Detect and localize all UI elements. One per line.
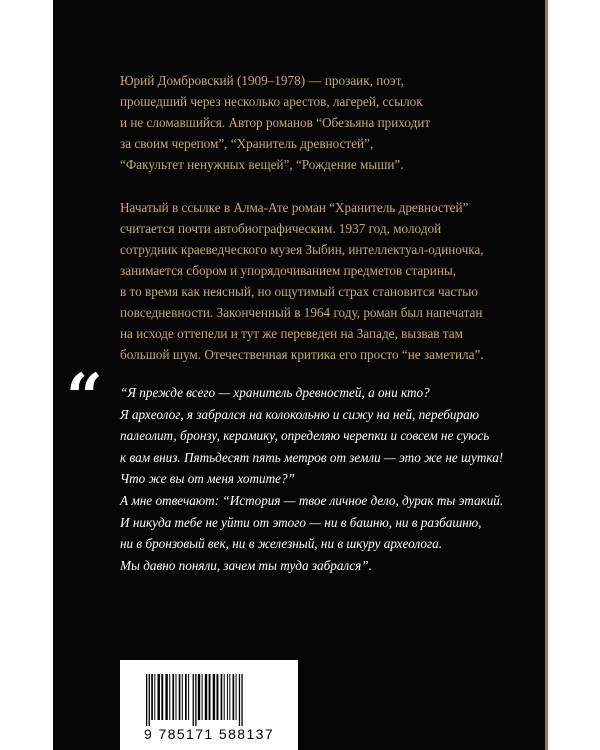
barcode-bar xyxy=(236,674,237,720)
blurb-line: и не сломавшийся. Автор романов “Обезьяна приходит xyxy=(120,115,431,130)
barcode-bar xyxy=(229,674,230,720)
quote-line: Я археолог, я забрался на колокольню и сижу на ней, перебираю xyxy=(120,406,479,422)
barcode-bar xyxy=(161,674,163,720)
barcode-bar xyxy=(217,674,219,720)
blurb-line: “Факультет ненужных вещей”, “Рождение мыши”. xyxy=(120,157,404,172)
spine-edge xyxy=(545,0,548,750)
barcode-bar xyxy=(165,674,167,720)
excerpt-quote xyxy=(120,382,540,576)
blurb-paragraph-1 xyxy=(120,70,520,175)
barcode-bar xyxy=(151,674,153,720)
barcode-bar xyxy=(154,674,155,720)
blurb-line: Начатый в ссылке в Алма-Ате роман “Хранитель древностей” xyxy=(120,200,469,215)
quote-line: “Я прежде всего — хранитель древностей, а они кто? xyxy=(120,385,430,400)
barcode-bar xyxy=(185,674,187,720)
barcode-bar xyxy=(205,674,207,720)
barcode-bar xyxy=(233,674,235,720)
quote-line: Мы давно поняли, зачем ты туда забрался”. xyxy=(120,557,372,573)
barcode-bar xyxy=(224,674,225,720)
isbn-number: 9 785171 588137 xyxy=(144,726,274,742)
barcode-bar xyxy=(176,674,177,720)
blurb-line: на исходе оттепели и тут же переведен на Западе, вызвав там xyxy=(120,326,463,341)
barcode-bar xyxy=(193,674,194,726)
barcode-bar xyxy=(149,674,150,726)
blurb-line: повседневности. Законченный в 1964 году, роман был напечатан xyxy=(120,305,483,320)
barcode-bar xyxy=(172,674,174,720)
quote-line: А мне отвечают: “История — твое личное дело, дурак ты этакий. xyxy=(120,492,504,508)
isbn-barcode xyxy=(120,660,298,750)
quote-line: ни в бронзовый век, ни в железный, ни в шкуру археолога. xyxy=(120,536,442,552)
barcode-bar xyxy=(195,674,196,726)
barcode-bar xyxy=(209,674,211,720)
blurb-line: занимается сбором и упорядочиванием предметов старины, xyxy=(120,263,457,278)
barcode-bar xyxy=(169,674,170,720)
barcode-bar xyxy=(239,674,240,726)
barcode-bar xyxy=(198,674,200,720)
quote-line: палеолит, бронзу, керамику, определяю черепки и совсем не суюсь xyxy=(120,428,490,444)
blurb-line: прошедший через несколько арестов, лагерей, ссылок xyxy=(120,94,423,109)
quote-line: к вам вниз. Пятьдесят пять метров от земли — это же не шутка! xyxy=(120,449,504,465)
barcode-bar xyxy=(221,674,223,720)
quotation-mark-icon: “ xyxy=(66,360,103,435)
quote-line: И никуда тебе не уйти от этого — ни в башню, ни в разбашню, xyxy=(120,514,482,530)
barcode-bars xyxy=(120,660,298,730)
blurb-line: за своим черепом”, “Хранитель древностей”, xyxy=(120,136,374,151)
barcode-bar xyxy=(182,674,183,720)
barcode-bar xyxy=(188,674,189,720)
blurb-paragraph-2 xyxy=(120,197,520,365)
blurb-line: считается почти автобиографическим. 1937 год, молодой xyxy=(120,221,442,236)
blurb-line: в то время как неясный, но ощутимый страх становится частью xyxy=(120,284,479,299)
barcode-bar xyxy=(213,674,215,720)
barcode-bar xyxy=(146,674,147,726)
barcode-bar xyxy=(241,674,242,726)
author-blurb xyxy=(120,70,520,387)
barcode-bar xyxy=(158,674,160,720)
barcode-bar xyxy=(227,674,228,720)
barcode-bar xyxy=(202,674,203,720)
blurb-line: большой шум. Отечественная критика его просто “не заметила”. xyxy=(120,347,484,362)
barcode-bar xyxy=(179,674,181,720)
blurb-line: сотрудник краеведческого музея Зыбин, интеллектуал-одиночка, xyxy=(120,242,484,257)
blurb-line: Юрий Домбровский (1909–1978) — прозаик, поэт, xyxy=(120,73,404,88)
quote-line: Что же вы от меня хотите?” xyxy=(120,471,295,487)
